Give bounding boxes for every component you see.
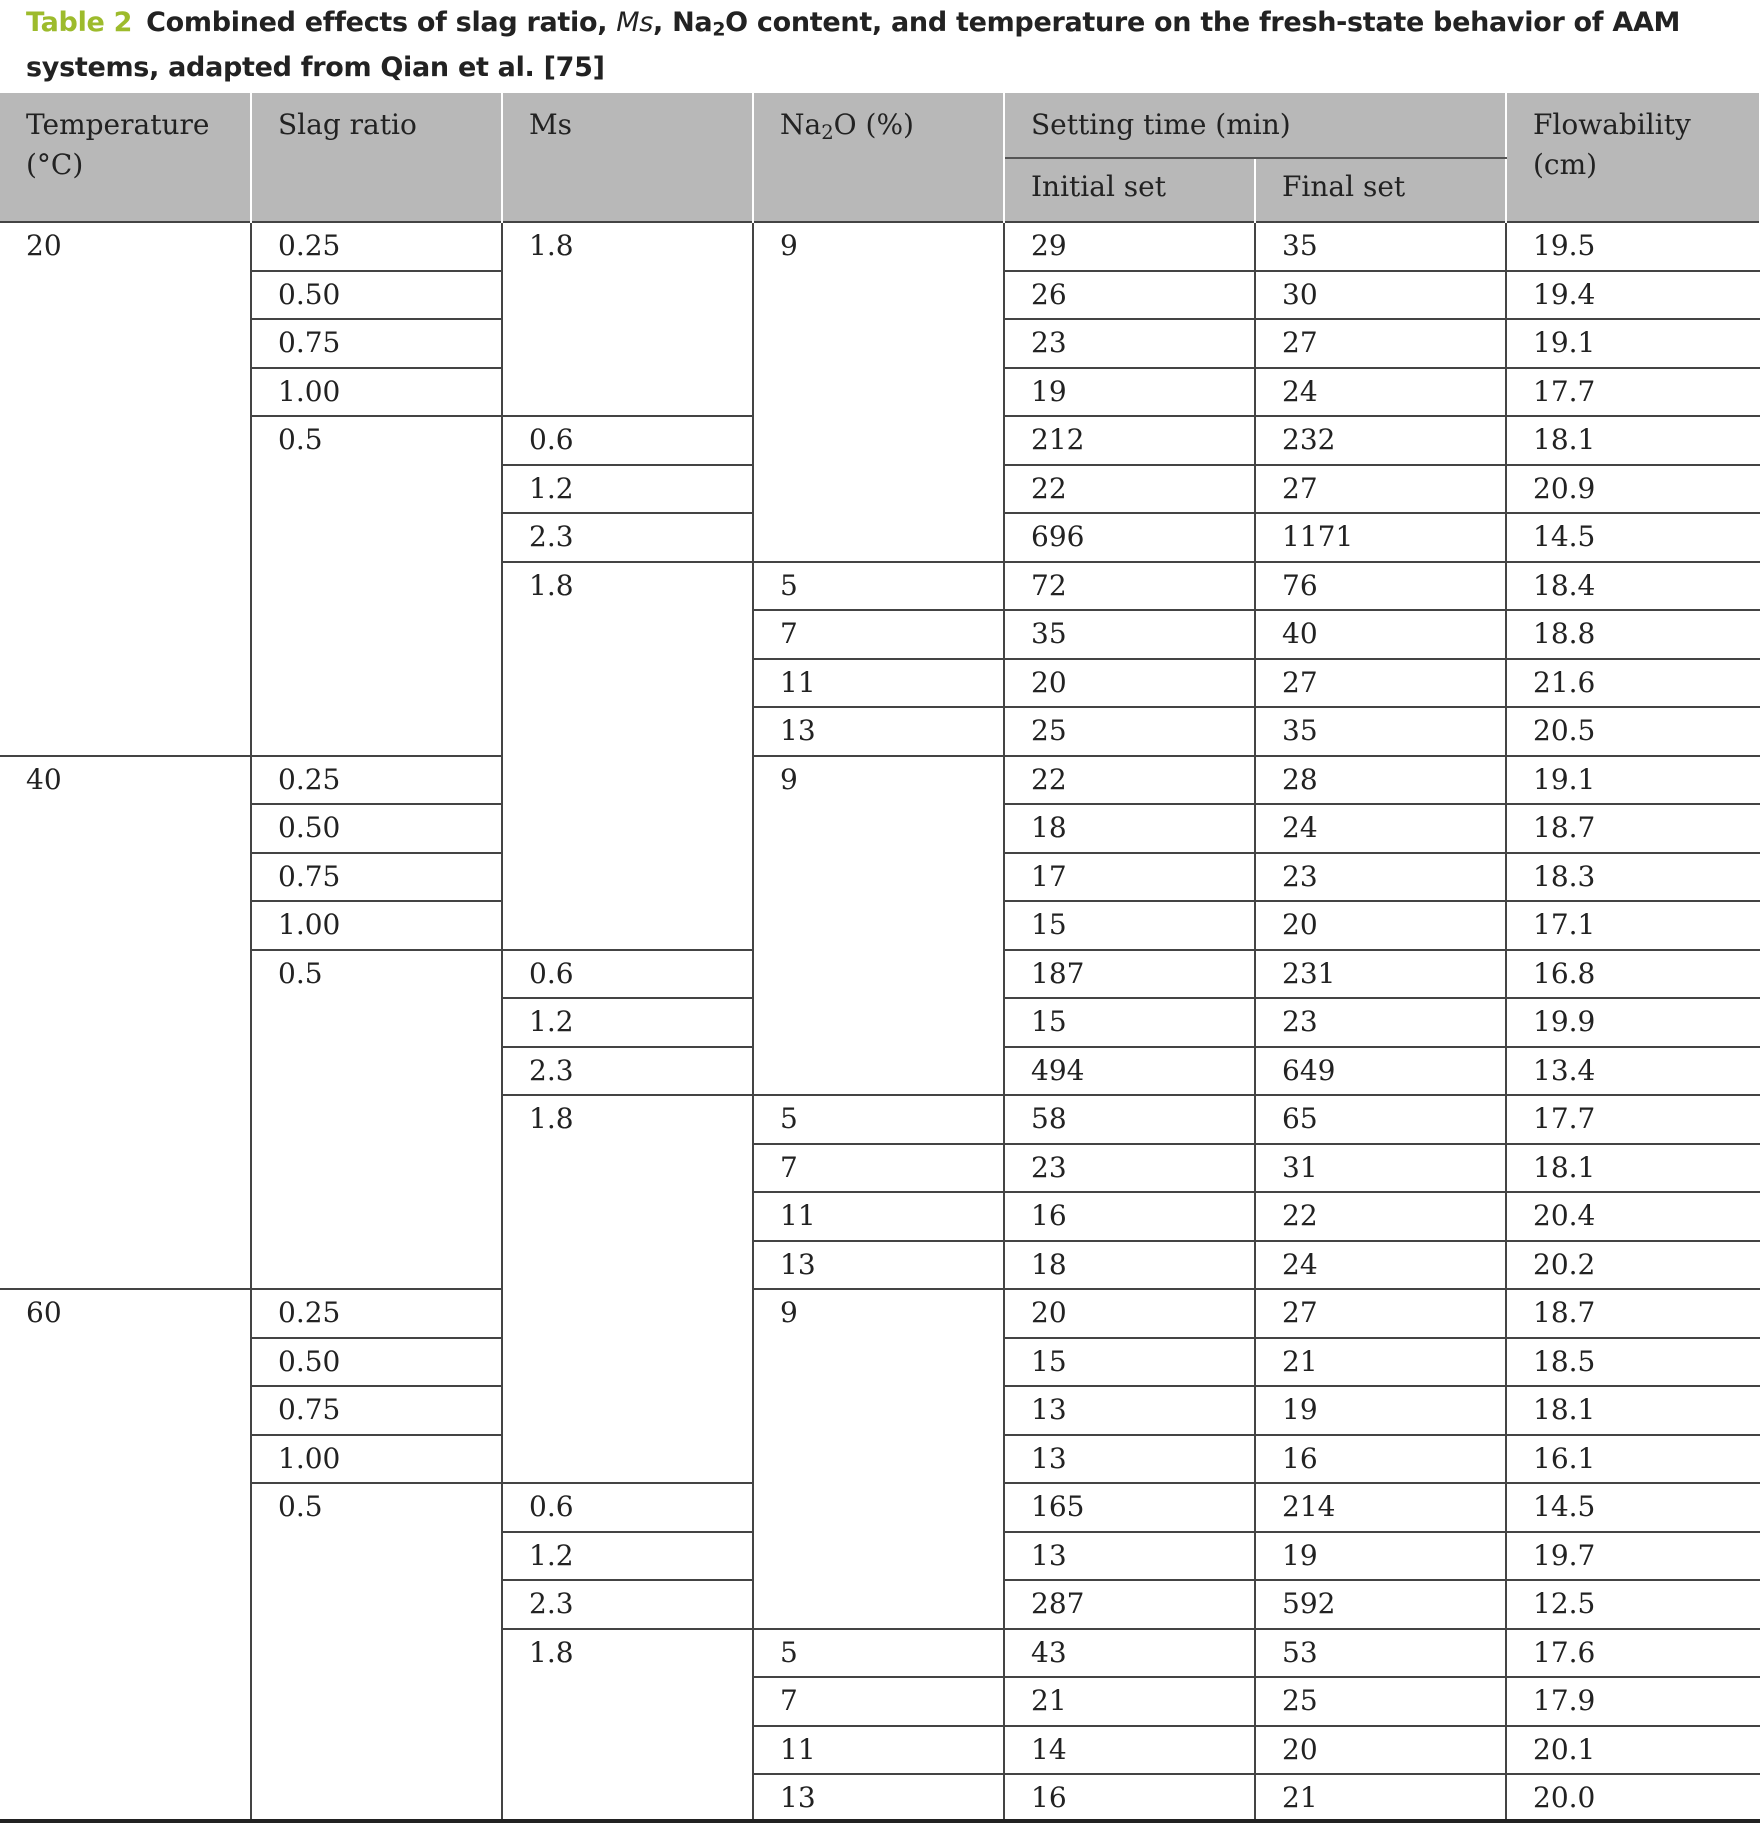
ms-cell: 1.8	[502, 1629, 753, 1822]
initial-set-cell: 187	[1004, 950, 1255, 999]
slag-ratio-cell: 0.5	[251, 416, 502, 756]
flowability-cell: 12.5	[1506, 1580, 1760, 1629]
caption-sub: 2	[712, 18, 726, 41]
slag-ratio-cell: 0.50	[251, 271, 502, 320]
ms-cell: 1.2	[502, 998, 753, 1047]
na2o-cell: 7	[753, 1677, 1004, 1726]
initial-set-cell: 287	[1004, 1580, 1255, 1629]
flowability-cell: 18.5	[1506, 1338, 1760, 1387]
slag-ratio-cell: 0.50	[251, 1338, 502, 1387]
final-set-cell: 35	[1255, 707, 1506, 756]
ms-cell: 0.6	[502, 416, 753, 465]
initial-set-cell: 14	[1004, 1726, 1255, 1775]
flowability-cell: 17.9	[1506, 1677, 1760, 1726]
final-set-cell: 31	[1255, 1144, 1506, 1193]
final-set-cell: 23	[1255, 853, 1506, 902]
flowability-cell: 19.5	[1506, 222, 1760, 271]
final-set-cell: 1171	[1255, 513, 1506, 562]
na2o-cell: 13	[753, 1774, 1004, 1822]
na2o-cell: 9	[753, 756, 1004, 1096]
initial-set-cell: 494	[1004, 1047, 1255, 1096]
caption-text-1: Combined effects of slag ratio,	[146, 7, 617, 38]
results-table	[0, 93, 1760, 1822]
slag-ratio-cell: 0.75	[251, 853, 502, 902]
final-set-cell: 20	[1255, 1726, 1506, 1775]
slag-ratio-cell: 0.75	[251, 319, 502, 368]
caption-text-3: O content, and temperature on the fresh-state behavior of AAM systems, adapted from Qian et al. [75]	[26, 7, 1681, 83]
initial-set-cell: 25	[1004, 707, 1255, 756]
flowability-cell: 20.1	[1506, 1726, 1760, 1775]
initial-set-cell: 72	[1004, 562, 1255, 611]
final-set-cell: 24	[1255, 804, 1506, 853]
final-set-cell: 65	[1255, 1095, 1506, 1144]
final-set-cell: 16	[1255, 1435, 1506, 1484]
initial-set-cell: 29	[1004, 222, 1255, 271]
initial-set-cell: 16	[1004, 1774, 1255, 1822]
ms-cell: 2.3	[502, 1580, 753, 1629]
final-set-cell: 231	[1255, 950, 1506, 999]
flowability-cell: 17.7	[1506, 368, 1760, 417]
initial-set-cell: 19	[1004, 368, 1255, 417]
final-set-cell: 22	[1255, 1192, 1506, 1241]
initial-set-cell: 15	[1004, 901, 1255, 950]
slag-ratio-cell: 0.5	[251, 950, 502, 1290]
header-initial-set: Initial set	[1004, 158, 1255, 222]
flowability-cell: 17.6	[1506, 1629, 1760, 1678]
flowability-cell: 18.1	[1506, 1386, 1760, 1435]
flowability-cell: 21.6	[1506, 659, 1760, 708]
flowability-cell: 19.1	[1506, 319, 1760, 368]
flowability-cell: 18.7	[1506, 804, 1760, 853]
na2o-cell: 11	[753, 659, 1004, 708]
slag-ratio-cell: 0.75	[251, 1386, 502, 1435]
na2o-cell: 9	[753, 1289, 1004, 1629]
na2o-cell: 9	[753, 222, 1004, 562]
temperature-cell: 20	[0, 222, 251, 756]
initial-set-cell: 20	[1004, 659, 1255, 708]
flowability-cell: 19.4	[1506, 271, 1760, 320]
initial-set-cell: 26	[1004, 271, 1255, 320]
flowability-cell: 19.1	[1506, 756, 1760, 805]
slag-ratio-cell: 1.00	[251, 901, 502, 950]
flowability-cell: 16.8	[1506, 950, 1760, 999]
table-bottom-rule	[0, 1819, 1760, 1823]
ms-cell: 1.8	[502, 562, 753, 950]
final-set-cell: 27	[1255, 659, 1506, 708]
initial-set-cell: 18	[1004, 804, 1255, 853]
header-final-set: Final set	[1255, 158, 1506, 222]
final-set-cell: 20	[1255, 901, 1506, 950]
flowability-cell: 20.5	[1506, 707, 1760, 756]
initial-set-cell: 212	[1004, 416, 1255, 465]
na2o-cell: 13	[753, 1241, 1004, 1290]
caption-text-2: , Na	[653, 7, 713, 38]
initial-set-cell: 18	[1004, 1241, 1255, 1290]
final-set-cell: 27	[1255, 465, 1506, 514]
flowability-cell: 18.3	[1506, 853, 1760, 902]
final-set-cell: 214	[1255, 1483, 1506, 1532]
ms-cell: 2.3	[502, 1047, 753, 1096]
ms-cell: 1.8	[502, 1095, 753, 1483]
slag-ratio-cell: 0.50	[251, 804, 502, 853]
flowability-cell: 18.1	[1506, 416, 1760, 465]
final-set-cell: 27	[1255, 319, 1506, 368]
initial-set-cell: 15	[1004, 1338, 1255, 1387]
flowability-cell: 20.4	[1506, 1192, 1760, 1241]
na2o-cell: 5	[753, 1629, 1004, 1678]
final-set-cell: 30	[1255, 271, 1506, 320]
final-set-cell: 19	[1255, 1532, 1506, 1581]
ms-cell: 1.2	[502, 1532, 753, 1581]
ms-cell: 1.8	[502, 222, 753, 416]
table-row	[0, 756, 1760, 805]
flowability-cell: 17.7	[1506, 1095, 1760, 1144]
final-set-cell: 35	[1255, 222, 1506, 271]
flowability-cell: 19.7	[1506, 1532, 1760, 1581]
ms-cell: 0.6	[502, 1483, 753, 1532]
na2o-cell: 11	[753, 1192, 1004, 1241]
initial-set-cell: 23	[1004, 319, 1255, 368]
flowability-cell: 18.1	[1506, 1144, 1760, 1193]
caption-ms: Ms	[616, 7, 654, 38]
final-set-cell: 232	[1255, 416, 1506, 465]
table-header	[0, 93, 1760, 222]
slag-ratio-cell: 1.00	[251, 1435, 502, 1484]
ms-cell: 1.2	[502, 465, 753, 514]
initial-set-cell: 58	[1004, 1095, 1255, 1144]
final-set-cell: 649	[1255, 1047, 1506, 1096]
na2o-cell: 13	[753, 707, 1004, 756]
final-set-cell: 27	[1255, 1289, 1506, 1338]
final-set-cell: 19	[1255, 1386, 1506, 1435]
table-label: Table 2	[26, 7, 133, 38]
final-set-cell: 24	[1255, 368, 1506, 417]
slag-ratio-cell: 0.25	[251, 1289, 502, 1338]
initial-set-cell: 35	[1004, 610, 1255, 659]
slag-ratio-cell: 0.25	[251, 222, 502, 271]
na2o-cell: 5	[753, 1095, 1004, 1144]
initial-set-cell: 696	[1004, 513, 1255, 562]
initial-set-cell: 165	[1004, 1483, 1255, 1532]
na2o-cell: 7	[753, 610, 1004, 659]
flowability-cell: 19.9	[1506, 998, 1760, 1047]
final-set-cell: 21	[1255, 1774, 1506, 1822]
final-set-cell: 40	[1255, 610, 1506, 659]
table-row	[0, 222, 1760, 271]
table-body	[0, 222, 1760, 1822]
na2o-cell: 7	[753, 1144, 1004, 1193]
final-set-cell: 21	[1255, 1338, 1506, 1387]
flowability-cell: 13.4	[1506, 1047, 1760, 1096]
header-na2o: $Na_2O$ (%)	[753, 93, 1004, 222]
initial-set-cell: 23	[1004, 1144, 1255, 1193]
slag-ratio-cell: 0.5	[251, 1483, 502, 1822]
slag-ratio-cell: 1.00	[251, 368, 502, 417]
initial-set-cell: 13	[1004, 1435, 1255, 1484]
final-set-cell: 592	[1255, 1580, 1506, 1629]
header-flowability: Flowability (cm)	[1506, 93, 1760, 222]
slag-ratio-cell: 0.25	[251, 756, 502, 805]
temperature-cell: 60	[0, 1289, 251, 1822]
header-slag-ratio: Slag ratio	[251, 93, 502, 222]
initial-set-cell: 13	[1004, 1386, 1255, 1435]
temperature-cell: 40	[0, 756, 251, 1290]
flowability-cell: 17.1	[1506, 901, 1760, 950]
ms-cell: 0.6	[502, 950, 753, 999]
flowability-cell: 14.5	[1506, 513, 1760, 562]
final-set-cell: 28	[1255, 756, 1506, 805]
final-set-cell: 53	[1255, 1629, 1506, 1678]
initial-set-cell: 16	[1004, 1192, 1255, 1241]
initial-set-cell: 17	[1004, 853, 1255, 902]
table-caption	[26, 0, 1756, 90]
flowability-cell: 20.9	[1506, 465, 1760, 514]
final-set-cell: 23	[1255, 998, 1506, 1047]
flowability-cell: 18.7	[1506, 1289, 1760, 1338]
header-temperature: Temperature (°C)	[0, 93, 251, 222]
na2o-cell: 5	[753, 562, 1004, 611]
table-row	[0, 1289, 1760, 1338]
initial-set-cell: 13	[1004, 1532, 1255, 1581]
initial-set-cell: 43	[1004, 1629, 1255, 1678]
final-set-cell: 25	[1255, 1677, 1506, 1726]
flowability-cell: 14.5	[1506, 1483, 1760, 1532]
final-set-cell: 24	[1255, 1241, 1506, 1290]
flowability-cell: 20.2	[1506, 1241, 1760, 1290]
final-set-cell: 76	[1255, 562, 1506, 611]
ms-cell: 2.3	[502, 513, 753, 562]
initial-set-cell: 20	[1004, 1289, 1255, 1338]
header-setting-time: Setting time (min)	[1004, 93, 1506, 158]
header-ms: Ms	[502, 93, 753, 222]
na2o-cell: 11	[753, 1726, 1004, 1775]
initial-set-cell: 21	[1004, 1677, 1255, 1726]
initial-set-cell: 22	[1004, 465, 1255, 514]
flowability-cell: 20.0	[1506, 1774, 1760, 1822]
flowability-cell: 16.1	[1506, 1435, 1760, 1484]
initial-set-cell: 15	[1004, 998, 1255, 1047]
flowability-cell: 18.8	[1506, 610, 1760, 659]
flowability-cell: 18.4	[1506, 562, 1760, 611]
initial-set-cell: 22	[1004, 756, 1255, 805]
